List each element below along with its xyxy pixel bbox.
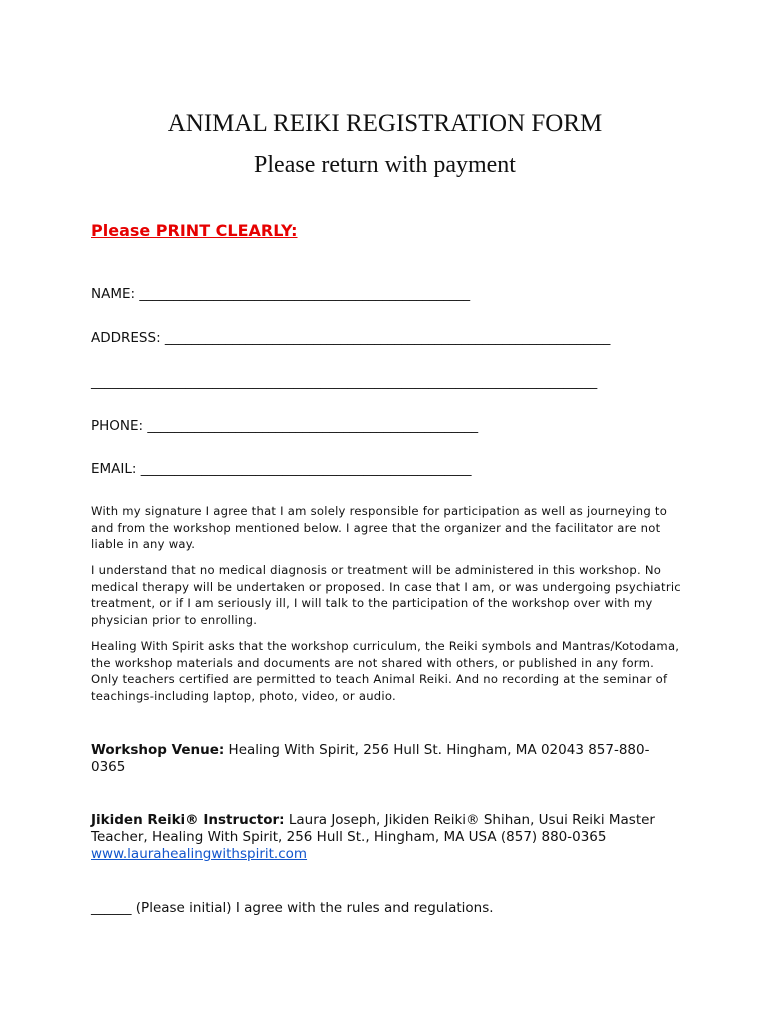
medical-disclaimer-paragraph: I understand that no medical diagnosis or treatment will be administered in this workshop. No medical therapy will be undertaken or proposed. In case that I am, or was undergoing psychiatric treatment, or if I am seriously ill, I will talk to the participation of the workshop over with my physician prior to enrolling. (91, 563, 681, 627)
venue-text: Healing With Spirit, 256 Hull St. Hingham, MA 02043 857-880-0365 (91, 742, 650, 775)
address-field-line[interactable]: ADDRESS: __________________________________________________________________ (91, 330, 611, 346)
website-link[interactable]: www.laurahealingwithspirit.com (91, 846, 308, 862)
instructor-label: Jikiden Reiki® Instructor: (91, 812, 285, 828)
form-subtitle: Please return with payment (254, 152, 516, 178)
form-title: ANIMAL REIKI REGISTRATION FORM (167, 110, 603, 137)
print-clearly-notice: Please PRINT CLEARLY: (91, 221, 298, 240)
workshop-venue (91, 742, 681, 776)
email-field-line[interactable]: EMAIL: _________________________________________________ (91, 461, 472, 477)
venue-label: Workshop Venue: (91, 742, 225, 758)
materials-policy-paragraph: Healing With Spirit asks that the workshop curriculum, the Reiki symbols and Mantras/Kotodama, the workshop materials and documents are not shared with others, or published in any form. Only teachers certified are permitted to teach Animal Reiki. And no recording at the seminar of teachings-including laptop, photo, video, or audio. (91, 639, 680, 703)
instructor-info (91, 812, 681, 863)
name-field-line[interactable]: NAME: _________________________________________________ (91, 286, 471, 302)
phone-field-line[interactable]: PHONE: _________________________________________________ (91, 418, 479, 434)
signature-agreement-paragraph: With my signature I agree that I am solely responsible for participation as well as journeying to and from the workshop mentioned below. I agree that the organizer and the facilitator are not liable in any way. (91, 504, 668, 551)
initial-agreement-line[interactable]: ______ (Please initial) I agree with the rules and regulations. (91, 900, 494, 916)
instructor-text: Laura Joseph, Jikiden Reiki® Shihan, Usui Reiki Master Teacher, Healing With Spirit, 256 Hull St., Hingham, MA USA (857) 880-0365 (91, 812, 655, 845)
address-second-line[interactable]: ___________________________________________________________________________ (91, 374, 598, 390)
